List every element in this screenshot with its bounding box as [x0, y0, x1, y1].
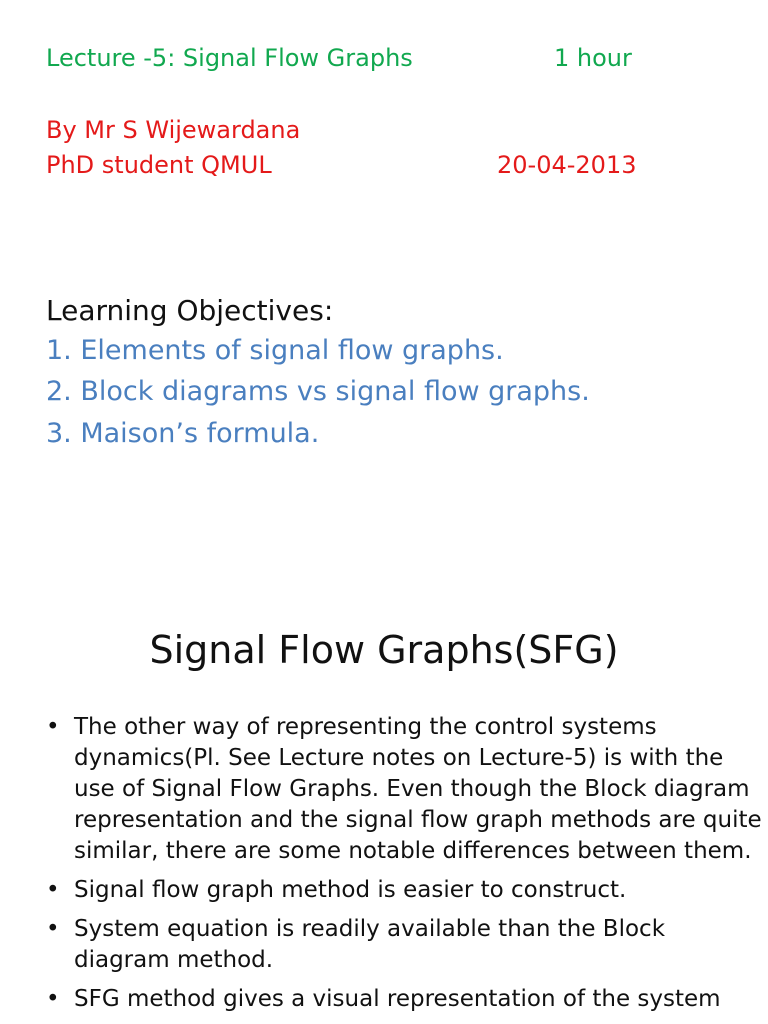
slide-title: Signal Flow Graphs(SFG): [149, 628, 619, 672]
objective-item: 2. Block diagrams vs signal flow graphs.: [46, 376, 590, 407]
lecture-duration: 1 hour: [554, 44, 632, 72]
author-line: By Mr S Wijewardana: [46, 116, 301, 144]
lecture-date: 20-04-2013: [497, 151, 637, 179]
bullet-item: • SFG method gives a visual representation of the system: [46, 984, 766, 1015]
objectives-heading: Learning Objectives:: [46, 294, 334, 327]
author-affiliation: PhD student QMUL: [46, 151, 272, 179]
objective-item: 3. Maison’s formula.: [46, 418, 320, 449]
lecture-title: Lecture -5: Signal Flow Graphs: [46, 44, 413, 72]
bullet-item: • System equation is readily available than the Block diagram method.: [46, 914, 766, 976]
objective-item: 1. Elements of signal flow graphs.: [46, 335, 504, 366]
bullet-item: • The other way of representing the control systems dynamics(Pl. See Lecture notes on Lecture-5) is with the use of Signal Flow Graphs. Even though the Block diagram representation and the signal flow graph methods are quite similar, there are some notable differences between them.: [46, 712, 766, 867]
bullet-item: • Signal flow graph method is easier to construct.: [46, 875, 766, 906]
slide-sfg-intro: [0, 600, 768, 1024]
bullet-list: [46, 712, 766, 1023]
